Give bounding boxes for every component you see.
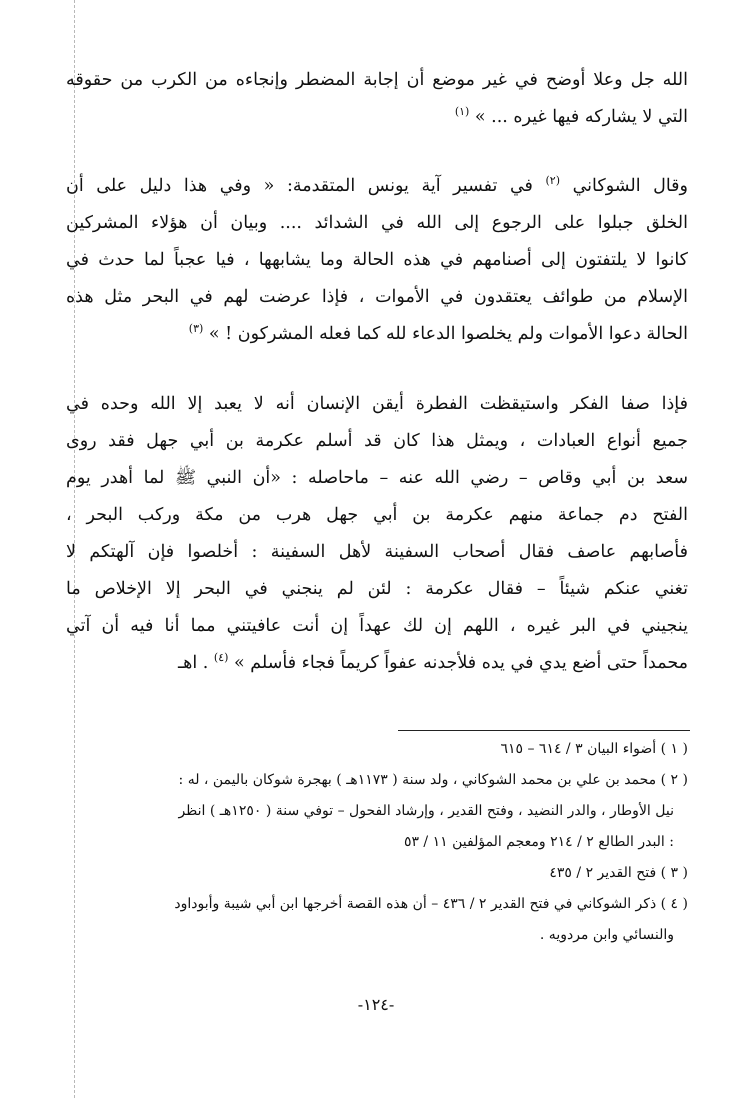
footnote-3: ( ٣ ) فتح القدير ٢ / ٤٣٥ — [549, 865, 688, 881]
text-line: الخلق جبلوا على الرجوع إلى الله في الشدائد .... وبيان أن هؤلاء المشركين — [66, 213, 688, 233]
text-segment: . اهـ — [178, 653, 209, 673]
page-number: -١٢٤- — [357, 995, 395, 1014]
text-segment: وقال الشوكاني — [572, 176, 688, 196]
text-line: ينجيني في البر غيره ، اللهم إن لك عهداً إن أنت عافيتني مما أنا فيه أن آتي — [66, 616, 688, 636]
text-line: فإذا صفا الفكر واستيقظت الفطرة أيقن الإنسان أنه لا يعبد إلا الله وحده في — [66, 394, 688, 414]
footnote-reference: (١) — [454, 105, 470, 118]
text-line — [66, 168, 688, 205]
footnote-2: ( ٢ ) محمد بن علي بن محمد الشوكاني ، ولد سنة ( ١١٧٣هـ ) بهجرة شوكان باليمن ، له : — [178, 772, 688, 788]
footnote-2-continuation: نيل الأوطار ، والدر النضيد ، وفتح القدير ، وإرشاد الفحول – توفي سنة ( ١٢٥٠هـ ) انظر — [178, 803, 674, 819]
footnote-reference: (٤) — [213, 651, 229, 664]
text-line — [66, 316, 688, 353]
text-line: فأصابهم عاصف فقال أصحاب السفينة لأهل السفينة : أخلصوا فإن آلهتكم لا — [66, 542, 688, 562]
text-line: سعد بن أبي وقاص – رضي الله عنه – ماحاصله : «أن النبي ﷺ لما أهدر يوم — [66, 468, 688, 488]
text-line: الله جل وعلا أوضح في غير موضع أن إجابة المضطر وإنجاءه من الكرب من حقوقه — [66, 70, 688, 90]
text-line-content: محمداً حتى أضع يدي في يده فلأجدنه عفواً كريماً فجاء فأسلم » — [234, 653, 688, 673]
footnote-separator — [398, 730, 690, 731]
footnote-2-continuation: : البدر الطالع ٢ / ٢١٤ ومعجم المؤلفين ١١ / ٥٣ — [403, 834, 674, 850]
footnote-4: ( ٤ ) ذكر الشوكاني في فتح القدير ٢ / ٤٣٦ – أن هذه القصة أخرجها ابن أبي شيبة وأبوداود — [174, 896, 688, 912]
text-line — [66, 99, 688, 136]
text-line: كانوا لا يلتفتون إلى أصنامهم في هذه الحالة وما يشابهها ، فيا عجباً لما حدث في — [66, 250, 688, 270]
paragraph-1 — [66, 62, 688, 136]
text-line — [66, 645, 688, 682]
text-line: تغني عنكم شيئاً – فقال عكرمة : لئن لم ينجني في البحر إلا الإخلاص ما — [66, 579, 688, 599]
text-line-content: التي لا يشاركه فيها غيره ... » — [474, 107, 688, 127]
footnote-4-continuation: والنسائي وابن مردويه . — [539, 927, 674, 943]
text-line: جميع أنواع العبادات ، ويمثل هذا كان قد أسلم عكرمة بن أبي جهل فقد روى — [66, 431, 688, 451]
footnote-reference: (٣) — [188, 322, 204, 335]
paragraph-3 — [66, 386, 688, 682]
footnote-1: ( ١ ) أضواء البيان ٣ / ٦١٤ – ٦١٥ — [500, 741, 688, 757]
footnotes-section — [66, 734, 688, 951]
paragraph-2 — [66, 168, 688, 353]
text-line: الإسلام من طوائف يعتقدون في الأموات ، فإذا عرضت لهم في البحر مثل هذه — [66, 287, 688, 307]
text-line: الفتح دم جماعة منهم عكرمة بن أبي جهل هرب من مكة وركب البحر ، — [66, 505, 688, 525]
text-segment: في تفسير آية يونس المتقدمة: « وفي هذا دليل على أن — [66, 176, 533, 196]
text-line-content: الحالة دعوا الأموات ولم يخلصوا الدعاء لله كما فعله المشركون ! » — [208, 324, 688, 344]
footnote-reference: (٢) — [545, 174, 561, 187]
